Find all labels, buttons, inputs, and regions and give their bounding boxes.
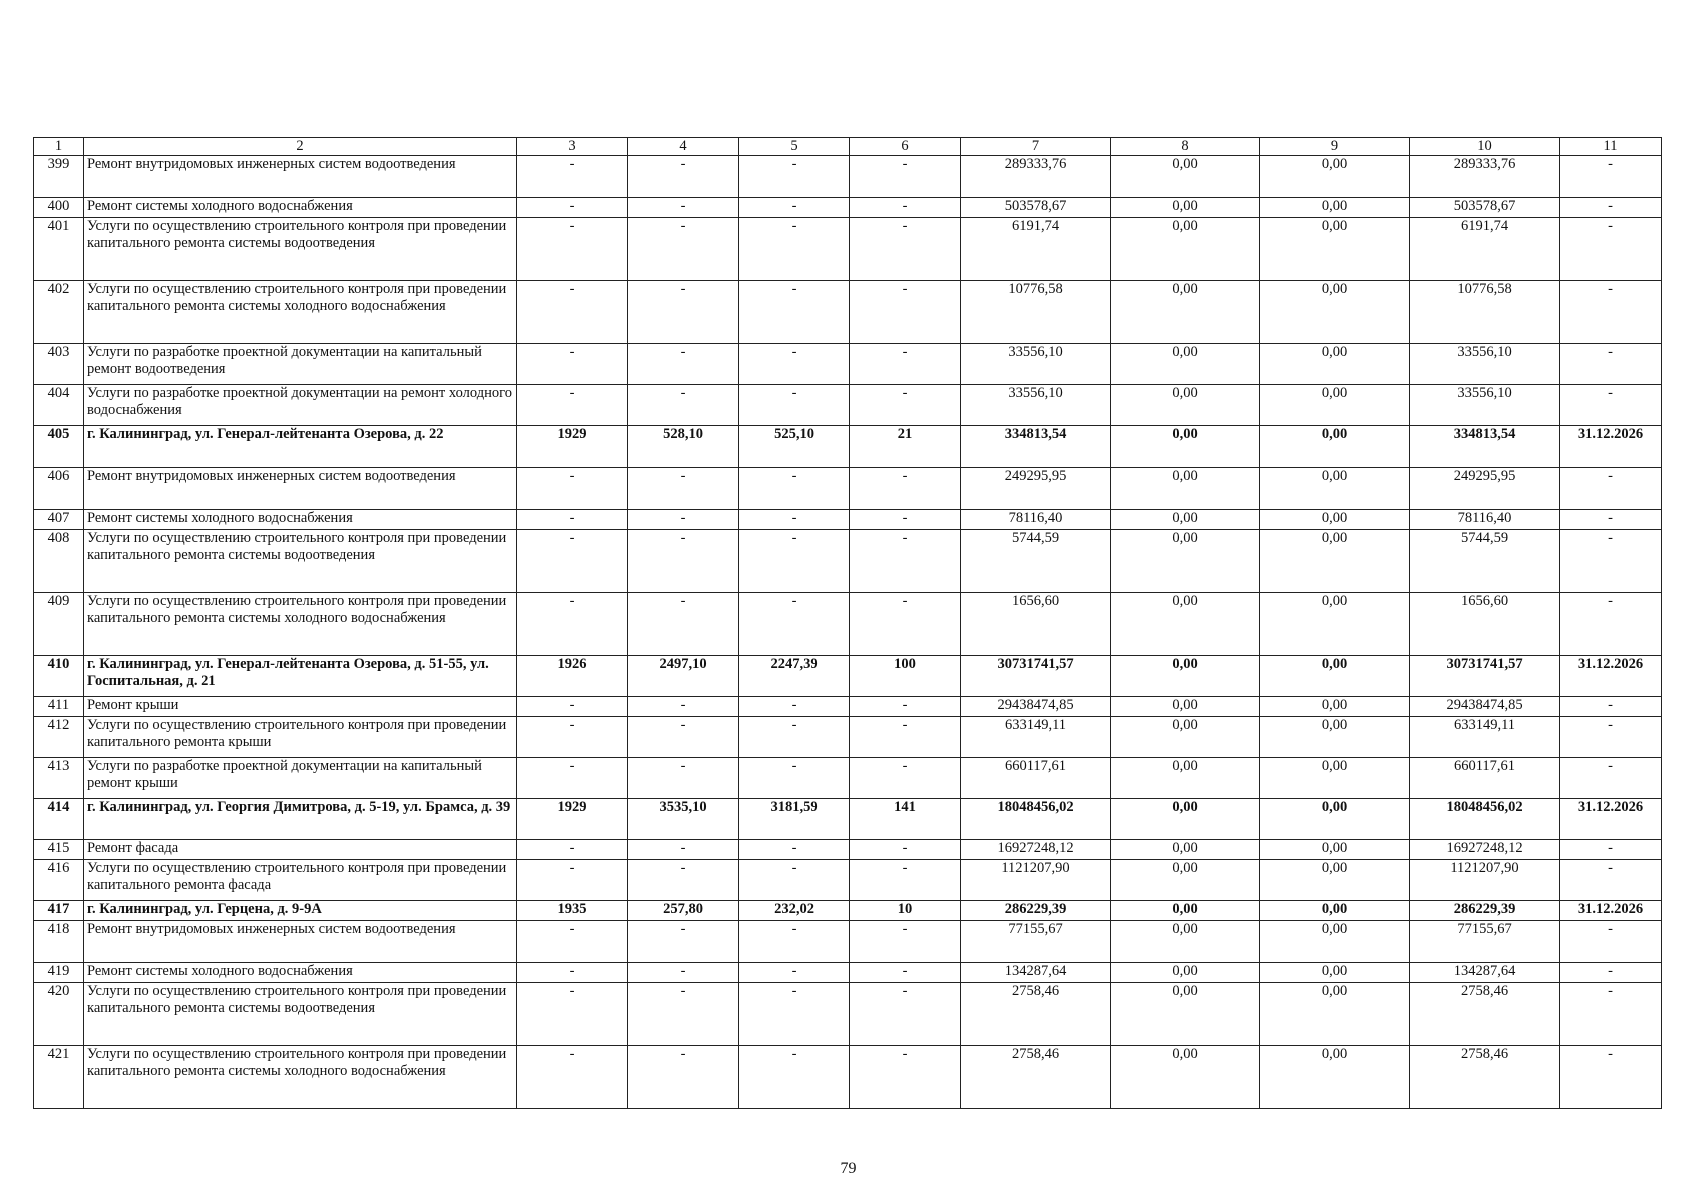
value-cell: -	[1560, 385, 1662, 426]
row-number: 417	[34, 901, 84, 921]
value-cell: 0,00	[1111, 468, 1260, 510]
value-cell: 1929	[517, 799, 628, 840]
value-cell: -	[628, 860, 739, 901]
value-cell: -	[850, 218, 961, 281]
value-cell: 0,00	[1260, 963, 1410, 983]
value-cell: -	[1560, 963, 1662, 983]
value-cell: -	[628, 963, 739, 983]
value-cell: 78116,40	[961, 510, 1111, 530]
value-cell: -	[628, 281, 739, 344]
value-cell: 33556,10	[961, 344, 1111, 385]
item-description: Услуги по разработке проектной документации на ремонт холодного водоснабжения	[84, 385, 517, 426]
value-cell: -	[850, 921, 961, 963]
value-cell: 0,00	[1111, 717, 1260, 758]
work-item-row	[34, 344, 1662, 385]
value-cell: -	[850, 983, 961, 1046]
value-cell: 16927248,12	[1410, 840, 1560, 860]
value-cell: 0,00	[1111, 963, 1260, 983]
item-description: Ремонт системы холодного водоснабжения	[84, 198, 517, 218]
item-description: Услуги по осуществлению строительного контроля при проведении капитального ремонта системы водоотведения	[84, 983, 517, 1046]
row-number: 412	[34, 717, 84, 758]
value-cell: -	[739, 198, 850, 218]
value-cell: 33556,10	[1410, 385, 1560, 426]
value-cell: 1121207,90	[1410, 860, 1560, 901]
work-item-row	[34, 921, 1662, 963]
value-cell: 0,00	[1260, 840, 1410, 860]
value-cell: -	[517, 758, 628, 799]
column-number-header: 7	[961, 138, 1111, 156]
value-cell: -	[517, 593, 628, 656]
item-description: г. Калининград, ул. Генерал-лейтенанта Озерова, д. 22	[84, 426, 517, 468]
row-number: 403	[34, 344, 84, 385]
value-cell: 334813,54	[961, 426, 1111, 468]
value-cell: 249295,95	[1410, 468, 1560, 510]
value-cell: 100	[850, 656, 961, 697]
value-cell: 232,02	[739, 901, 850, 921]
value-cell: -	[517, 860, 628, 901]
value-cell: -	[517, 921, 628, 963]
value-cell: -	[517, 983, 628, 1046]
value-cell: 33556,10	[1410, 344, 1560, 385]
row-number: 410	[34, 656, 84, 697]
item-description: Ремонт внутридомовых инженерных систем водоотведения	[84, 156, 517, 198]
value-cell: 29438474,85	[961, 697, 1111, 717]
row-number: 399	[34, 156, 84, 198]
value-cell: 633149,11	[1410, 717, 1560, 758]
value-cell: 0,00	[1260, 426, 1410, 468]
value-cell: 78116,40	[1410, 510, 1560, 530]
work-item-row	[34, 156, 1662, 198]
value-cell: 660117,61	[961, 758, 1111, 799]
value-cell: -	[850, 281, 961, 344]
value-cell: 31.12.2026	[1560, 901, 1662, 921]
value-cell: -	[850, 697, 961, 717]
value-cell: 33556,10	[961, 385, 1111, 426]
value-cell: -	[517, 510, 628, 530]
value-cell: -	[850, 468, 961, 510]
value-cell: -	[628, 983, 739, 1046]
row-number: 408	[34, 530, 84, 593]
value-cell: 31.12.2026	[1560, 426, 1662, 468]
value-cell: 18048456,02	[961, 799, 1111, 840]
address-row	[34, 426, 1662, 468]
value-cell: -	[517, 1046, 628, 1109]
value-cell: 2758,46	[1410, 1046, 1560, 1109]
value-cell: 0,00	[1260, 530, 1410, 593]
column-number-header: 11	[1560, 138, 1662, 156]
value-cell: -	[628, 344, 739, 385]
value-cell: -	[628, 218, 739, 281]
value-cell: 3535,10	[628, 799, 739, 840]
value-cell: -	[739, 840, 850, 860]
value-cell: 0,00	[1260, 1046, 1410, 1109]
value-cell: -	[739, 697, 850, 717]
value-cell: -	[850, 963, 961, 983]
value-cell: -	[628, 530, 739, 593]
item-description: Ремонт системы холодного водоснабжения	[84, 963, 517, 983]
row-number: 404	[34, 385, 84, 426]
item-description: Услуги по осуществлению строительного контроля при проведении капитального ремонта фасада	[84, 860, 517, 901]
item-description: Ремонт системы холодного водоснабжения	[84, 510, 517, 530]
value-cell: 0,00	[1260, 901, 1410, 921]
value-cell: 31.12.2026	[1560, 656, 1662, 697]
value-cell: 660117,61	[1410, 758, 1560, 799]
value-cell: -	[850, 593, 961, 656]
value-cell: 525,10	[739, 426, 850, 468]
value-cell: 77155,67	[1410, 921, 1560, 963]
value-cell: 0,00	[1260, 281, 1410, 344]
value-cell: 0,00	[1260, 799, 1410, 840]
item-description: Услуги по разработке проектной документации на капитальный ремонт крыши	[84, 758, 517, 799]
works-table	[33, 137, 1662, 1109]
row-number: 415	[34, 840, 84, 860]
value-cell: 249295,95	[961, 468, 1111, 510]
value-cell: -	[517, 717, 628, 758]
value-cell: 6191,74	[961, 218, 1111, 281]
column-number-header: 1	[34, 138, 84, 156]
value-cell: 0,00	[1260, 697, 1410, 717]
value-cell: 0,00	[1111, 840, 1260, 860]
value-cell: 0,00	[1260, 656, 1410, 697]
page-number: 79	[840, 1160, 857, 1177]
value-cell: 0,00	[1111, 426, 1260, 468]
value-cell: 1656,60	[961, 593, 1111, 656]
item-description: Услуги по осуществлению строительного контроля при проведении капитального ремонта системы холодного водоснабжения	[84, 593, 517, 656]
value-cell: -	[1560, 860, 1662, 901]
work-item-row	[34, 717, 1662, 758]
item-description: Ремонт внутридомовых инженерных систем водоотведения	[84, 468, 517, 510]
address-row	[34, 901, 1662, 921]
row-number: 419	[34, 963, 84, 983]
value-cell: 0,00	[1111, 344, 1260, 385]
value-cell: 0,00	[1111, 1046, 1260, 1109]
value-cell: 0,00	[1111, 860, 1260, 901]
value-cell: -	[1560, 840, 1662, 860]
value-cell: -	[628, 758, 739, 799]
item-description: Услуги по осуществлению строительного контроля при проведении капитального ремонта системы водоотведения	[84, 530, 517, 593]
value-cell: 289333,76	[961, 156, 1111, 198]
value-cell: -	[628, 156, 739, 198]
value-cell: -	[850, 1046, 961, 1109]
value-cell: -	[517, 697, 628, 717]
value-cell: -	[1560, 717, 1662, 758]
value-cell: -	[739, 510, 850, 530]
table-header-row	[34, 138, 1662, 156]
work-item-row	[34, 758, 1662, 799]
row-number: 421	[34, 1046, 84, 1109]
work-item-row	[34, 697, 1662, 717]
value-cell: 29438474,85	[1410, 697, 1560, 717]
value-cell: 1929	[517, 426, 628, 468]
value-cell: -	[628, 510, 739, 530]
column-number-header: 10	[1410, 138, 1560, 156]
value-cell: -	[739, 921, 850, 963]
column-number-header: 6	[850, 138, 961, 156]
value-cell: 1121207,90	[961, 860, 1111, 901]
value-cell: -	[739, 156, 850, 198]
value-cell: -	[850, 385, 961, 426]
value-cell: 141	[850, 799, 961, 840]
value-cell: -	[517, 218, 628, 281]
item-description: Услуги по осуществлению строительного контроля при проведении капитального ремонта системы холодного водоснабжения	[84, 281, 517, 344]
value-cell: -	[1560, 198, 1662, 218]
column-number-header: 8	[1111, 138, 1260, 156]
value-cell: 0,00	[1260, 717, 1410, 758]
value-cell: 0,00	[1260, 983, 1410, 1046]
work-item-row	[34, 983, 1662, 1046]
value-cell: 21	[850, 426, 961, 468]
value-cell: 0,00	[1111, 697, 1260, 717]
item-description: г. Калининград, ул. Герцена, д. 9-9А	[84, 901, 517, 921]
row-number: 413	[34, 758, 84, 799]
value-cell: -	[739, 281, 850, 344]
address-row	[34, 656, 1662, 697]
value-cell: -	[850, 198, 961, 218]
value-cell: 0,00	[1260, 758, 1410, 799]
value-cell: 286229,39	[961, 901, 1111, 921]
value-cell: -	[517, 281, 628, 344]
work-item-row	[34, 510, 1662, 530]
value-cell: 503578,67	[1410, 198, 1560, 218]
value-cell: 0,00	[1260, 198, 1410, 218]
value-cell: -	[1560, 281, 1662, 344]
work-item-row	[34, 1046, 1662, 1109]
value-cell: -	[739, 963, 850, 983]
value-cell: 0,00	[1260, 860, 1410, 901]
value-cell: 10	[850, 901, 961, 921]
value-cell: 0,00	[1111, 656, 1260, 697]
work-item-row	[34, 468, 1662, 510]
table-body	[34, 138, 1662, 1109]
value-cell: 30731741,57	[1410, 656, 1560, 697]
value-cell: -	[1560, 758, 1662, 799]
value-cell: 0,00	[1260, 156, 1410, 198]
value-cell: -	[739, 344, 850, 385]
value-cell: -	[739, 717, 850, 758]
value-cell: -	[628, 1046, 739, 1109]
value-cell: -	[517, 530, 628, 593]
item-description: Ремонт крыши	[84, 697, 517, 717]
value-cell: 2497,10	[628, 656, 739, 697]
value-cell: -	[628, 840, 739, 860]
value-cell: -	[1560, 530, 1662, 593]
row-number: 418	[34, 921, 84, 963]
value-cell: -	[517, 468, 628, 510]
value-cell: 0,00	[1111, 281, 1260, 344]
value-cell: 18048456,02	[1410, 799, 1560, 840]
value-cell: -	[850, 717, 961, 758]
row-number: 402	[34, 281, 84, 344]
value-cell: 30731741,57	[961, 656, 1111, 697]
value-cell: 16927248,12	[961, 840, 1111, 860]
value-cell: -	[739, 530, 850, 593]
work-item-row	[34, 840, 1662, 860]
value-cell: 3181,59	[739, 799, 850, 840]
value-cell: 0,00	[1111, 510, 1260, 530]
item-description: Услуги по осуществлению строительного контроля при проведении капитального ремонта системы водоотведения	[84, 218, 517, 281]
value-cell: -	[1560, 510, 1662, 530]
value-cell: -	[628, 593, 739, 656]
item-description: г. Калининград, ул. Генерал-лейтенанта Озерова, д. 51-55, ул. Госпитальная, д. 21	[84, 656, 517, 697]
value-cell: 0,00	[1260, 921, 1410, 963]
value-cell: 10776,58	[961, 281, 1111, 344]
row-number: 405	[34, 426, 84, 468]
value-cell: -	[1560, 983, 1662, 1046]
column-number-header: 3	[517, 138, 628, 156]
value-cell: 77155,67	[961, 921, 1111, 963]
row-number: 409	[34, 593, 84, 656]
work-item-row	[34, 218, 1662, 281]
value-cell: -	[628, 697, 739, 717]
column-number-header: 4	[628, 138, 739, 156]
value-cell: -	[628, 385, 739, 426]
value-cell: 31.12.2026	[1560, 799, 1662, 840]
value-cell: 0,00	[1111, 983, 1260, 1046]
value-cell: -	[628, 921, 739, 963]
value-cell: -	[1560, 921, 1662, 963]
value-cell: -	[517, 385, 628, 426]
value-cell: -	[850, 156, 961, 198]
value-cell: -	[739, 758, 850, 799]
value-cell: -	[739, 983, 850, 1046]
value-cell: -	[1560, 1046, 1662, 1109]
value-cell: 2758,46	[961, 1046, 1111, 1109]
value-cell: 5744,59	[961, 530, 1111, 593]
value-cell: -	[628, 468, 739, 510]
value-cell: 2758,46	[961, 983, 1111, 1046]
item-description: г. Калининград, ул. Георгия Димитрова, д. 5-19, ул. Брамса, д. 39	[84, 799, 517, 840]
value-cell: -	[1560, 468, 1662, 510]
value-cell: 0,00	[1111, 385, 1260, 426]
value-cell: -	[739, 468, 850, 510]
value-cell: 10776,58	[1410, 281, 1560, 344]
value-cell: 134287,64	[1410, 963, 1560, 983]
value-cell: -	[517, 344, 628, 385]
item-description: Ремонт фасада	[84, 840, 517, 860]
value-cell: 0,00	[1111, 530, 1260, 593]
value-cell: 0,00	[1111, 799, 1260, 840]
row-number: 414	[34, 799, 84, 840]
row-number: 407	[34, 510, 84, 530]
value-cell: -	[850, 840, 961, 860]
value-cell: -	[850, 758, 961, 799]
value-cell: 0,00	[1260, 385, 1410, 426]
item-description: Услуги по разработке проектной документации на капитальный ремонт водоотведения	[84, 344, 517, 385]
work-item-row	[34, 530, 1662, 593]
value-cell: -	[739, 860, 850, 901]
value-cell: 334813,54	[1410, 426, 1560, 468]
value-cell: 286229,39	[1410, 901, 1560, 921]
value-cell: -	[739, 385, 850, 426]
value-cell: -	[739, 218, 850, 281]
value-cell: -	[628, 717, 739, 758]
value-cell: 0,00	[1111, 198, 1260, 218]
value-cell: 0,00	[1111, 218, 1260, 281]
work-item-row	[34, 385, 1662, 426]
column-number-header: 5	[739, 138, 850, 156]
value-cell: -	[517, 198, 628, 218]
value-cell: 1656,60	[1410, 593, 1560, 656]
column-number-header: 9	[1260, 138, 1410, 156]
value-cell: 1926	[517, 656, 628, 697]
work-item-row	[34, 281, 1662, 344]
value-cell: -	[1560, 156, 1662, 198]
value-cell: -	[850, 530, 961, 593]
item-description: Услуги по осуществлению строительного контроля при проведении капитального ремонта системы холодного водоснабжения	[84, 1046, 517, 1109]
value-cell: 0,00	[1260, 593, 1410, 656]
value-cell: 0,00	[1260, 510, 1410, 530]
item-description: Ремонт внутридомовых инженерных систем водоотведения	[84, 921, 517, 963]
value-cell: 6191,74	[1410, 218, 1560, 281]
value-cell: 5744,59	[1410, 530, 1560, 593]
row-number: 401	[34, 218, 84, 281]
value-cell: -	[739, 593, 850, 656]
value-cell: 289333,76	[1410, 156, 1560, 198]
value-cell: -	[1560, 697, 1662, 717]
item-description: Услуги по осуществлению строительного контроля при проведении капитального ремонта крыши	[84, 717, 517, 758]
value-cell: 0,00	[1260, 218, 1410, 281]
value-cell: -	[1560, 593, 1662, 656]
value-cell: 0,00	[1111, 758, 1260, 799]
work-item-row	[34, 860, 1662, 901]
value-cell: -	[628, 198, 739, 218]
row-number: 420	[34, 983, 84, 1046]
work-item-row	[34, 593, 1662, 656]
value-cell: -	[739, 1046, 850, 1109]
value-cell: 0,00	[1111, 593, 1260, 656]
value-cell: 0,00	[1111, 921, 1260, 963]
row-number: 406	[34, 468, 84, 510]
value-cell: 1935	[517, 901, 628, 921]
value-cell: 503578,67	[961, 198, 1111, 218]
value-cell: 134287,64	[961, 963, 1111, 983]
value-cell: 257,80	[628, 901, 739, 921]
value-cell: 2247,39	[739, 656, 850, 697]
address-row	[34, 799, 1662, 840]
value-cell: -	[850, 860, 961, 901]
value-cell: 0,00	[1260, 344, 1410, 385]
work-item-row	[34, 963, 1662, 983]
value-cell: 0,00	[1260, 468, 1410, 510]
value-cell: 2758,46	[1410, 983, 1560, 1046]
row-number: 416	[34, 860, 84, 901]
value-cell: -	[850, 510, 961, 530]
work-item-row	[34, 198, 1662, 218]
column-number-header: 2	[84, 138, 517, 156]
value-cell: -	[1560, 218, 1662, 281]
row-number: 411	[34, 697, 84, 717]
value-cell: 0,00	[1111, 901, 1260, 921]
value-cell: -	[517, 840, 628, 860]
row-number: 400	[34, 198, 84, 218]
value-cell: 528,10	[628, 426, 739, 468]
value-cell: 633149,11	[961, 717, 1111, 758]
value-cell: -	[517, 156, 628, 198]
value-cell: 0,00	[1111, 156, 1260, 198]
value-cell: -	[517, 963, 628, 983]
value-cell: -	[850, 344, 961, 385]
value-cell: -	[1560, 344, 1662, 385]
